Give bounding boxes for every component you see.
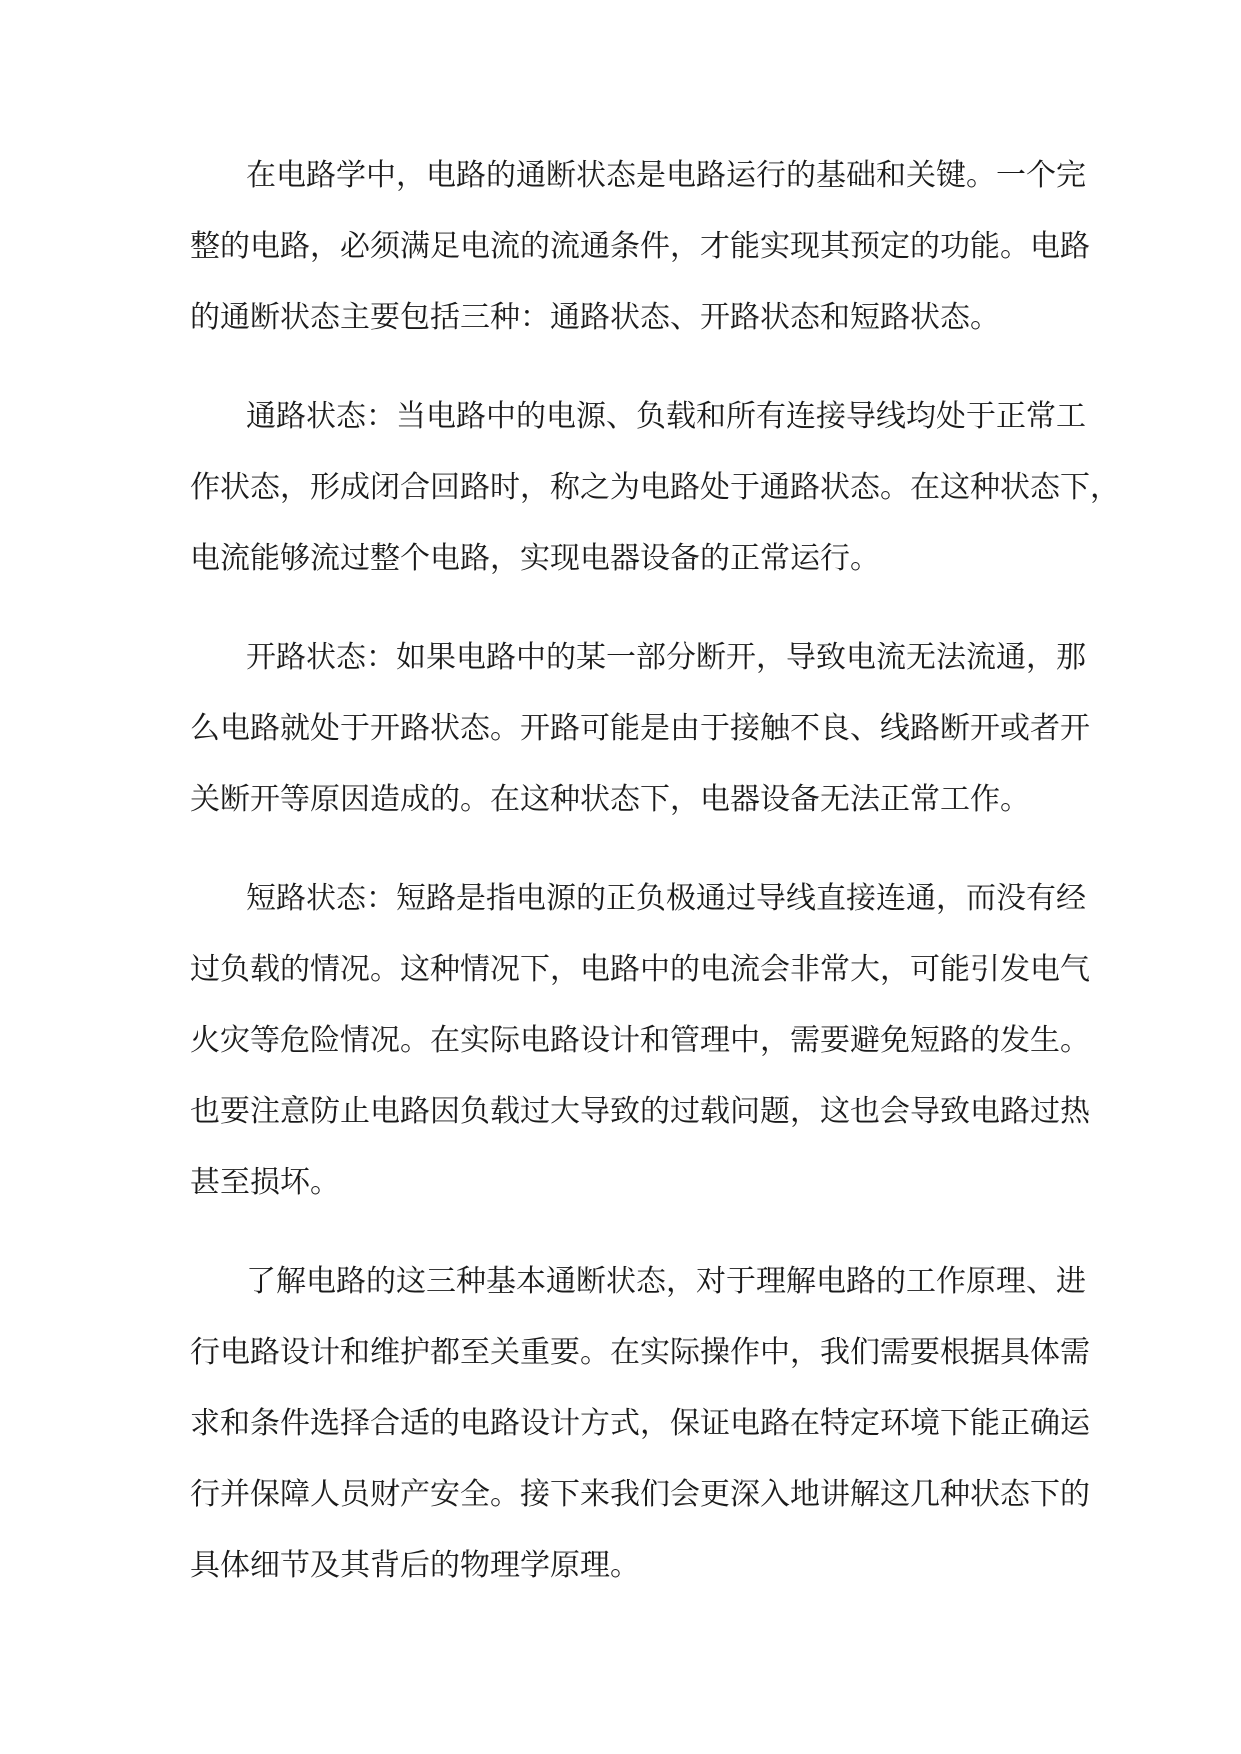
paragraph-2-line-3: 电流能够流过整个电路，实现电器设备的正常运行。 <box>190 541 880 576</box>
paragraph-2-line-1: 通路状态：当电路中的电源、负载和所有连接导线均处于正常工 <box>246 399 1086 434</box>
paragraph-2-line-2: 作状态，形成闭合回路时，称之为电路处于通路状态。在这种状态下， <box>190 470 1120 505</box>
paragraph-4-line-4: 也要注意防止电路因负载过大导致的过载问题，这也会导致电路过热 <box>190 1094 1090 1129</box>
paragraph-4-line-3: 火灾等危险情况。在实际电路设计和管理中，需要避免短路的发生。 <box>190 1023 1090 1058</box>
paragraph-3-line-1: 开路状态：如果电路中的某一部分断开，导致电流无法流通，那 <box>246 640 1086 675</box>
paragraph-gap <box>190 594 1060 622</box>
paragraph-1-line-1: 在电路学中，电路的通断状态是电路运行的基础和关键。一个完 <box>246 158 1086 193</box>
paragraph-gap <box>190 353 1060 381</box>
paragraph-3-line-3: 关断开等原因造成的。在这种状态下，电器设备无法正常工作。 <box>190 782 1030 817</box>
paragraph-5-line-2: 行电路设计和维护都至关重要。在实际操作中，我们需要根据具体需 <box>190 1335 1090 1370</box>
paragraph-1-line-3: 的通断状态主要包括三种：通路状态、开路状态和短路状态。 <box>190 300 1000 335</box>
paragraph-5-line-5: 具体细节及其背后的物理学原理。 <box>190 1548 640 1583</box>
paragraph-4-line-2: 过负载的情况。这种情况下，电路中的电流会非常大，可能引发电气 <box>190 952 1090 987</box>
paragraph-gap <box>190 835 1060 863</box>
paragraph-5-line-1: 了解电路的这三种基本通断状态，对于理解电路的工作原理、进 <box>246 1264 1086 1299</box>
paragraph-5-line-3: 求和条件选择合适的电路设计方式，保证电路在特定环境下能正确运 <box>190 1406 1090 1441</box>
document-body <box>190 140 1120 1601</box>
paragraph-1-line-2: 整的电路，必须满足电流的流通条件，才能实现其预定的功能。电路 <box>190 229 1090 264</box>
paragraph-4-line-1: 短路状态：短路是指电源的正负极通过导线直接连通，而没有经 <box>246 881 1086 916</box>
paragraph-4-line-5: 甚至损坏。 <box>190 1165 340 1200</box>
paragraph-3-line-2: 么电路就处于开路状态。开路可能是由于接触不良、线路断开或者开 <box>190 711 1090 746</box>
paragraph-gap <box>190 1218 1060 1246</box>
paragraph-5-line-4: 行并保障人员财产安全。接下来我们会更深入地讲解这几种状态下的 <box>190 1477 1090 1512</box>
